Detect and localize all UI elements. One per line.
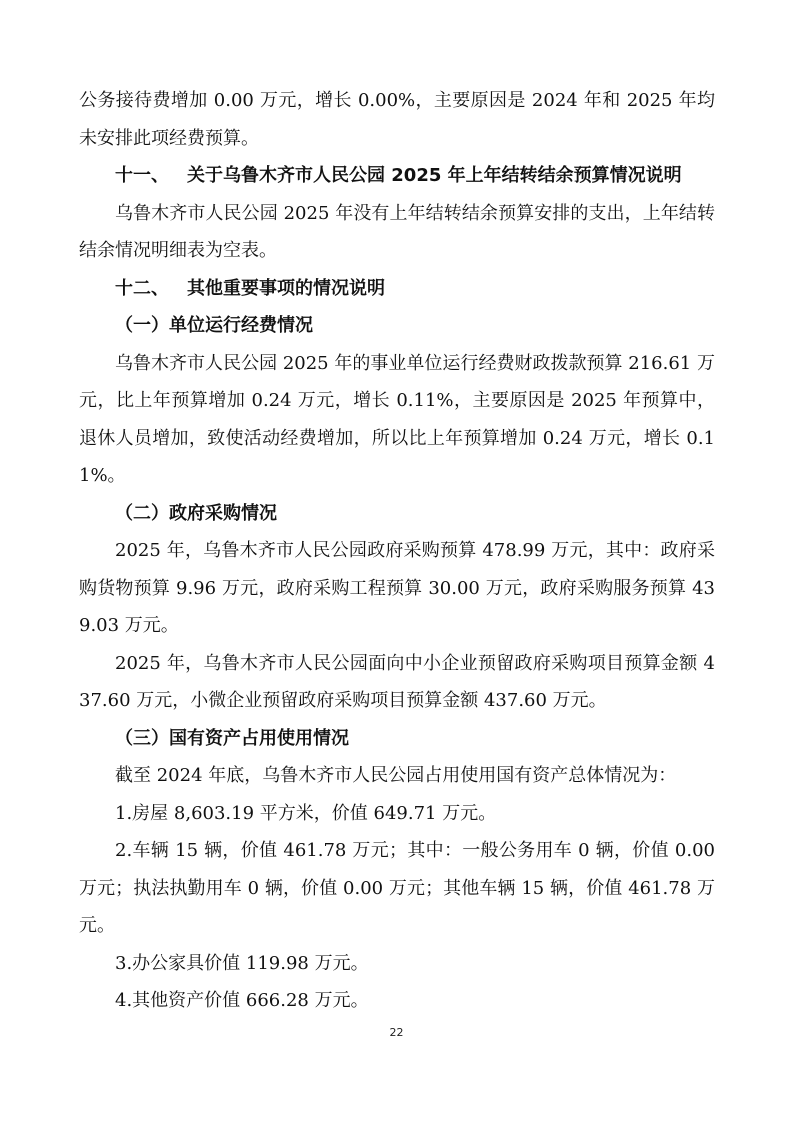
paragraph-sme-reservation: 2025 年，乌鲁木齐市人民公园面向中小企业预留政府采购项目预算金额 437.60 万元，小微企业预留政府采购项目预算金额 437.60 万元。 [79, 652, 715, 711]
section-heading-12 [79, 270, 715, 308]
paragraph-assets-furniture: 3.办公家具价值 119.98 万元。 [115, 952, 369, 974]
section-number-11: 十一、 [115, 165, 169, 186]
paragraph-assets-buildings: 1.房屋 8,603.19 平方米，价值 649.71 万元。 [115, 802, 497, 824]
paragraph-assets-vehicles: 2.车辆 15 辆，价值 461.78 万元；其中：一般公务用车 0 辆，价值 0.00 万元；执法执勤用车 0 辆，价值 0.00 万元；其他车辆 15 辆，价值 461.78 万元。 [79, 840, 715, 936]
section-title-12: 其他重要事项的情况说明 [187, 277, 385, 299]
paragraph-assets-overview: 截至 2024 年底，乌鲁木齐市人民公园占用使用国有资产总体情况为： [115, 765, 677, 786]
section-heading-11 [79, 157, 715, 195]
subheading-operating-expense: （一）单位运行经费情况 [115, 315, 313, 336]
subheading-state-assets: （三）国有资产占用使用情况 [115, 727, 349, 749]
paragraph-carryover: 乌鲁木齐市人民公园 2025 年没有上年结转结余预算安排的支出，上年结转结余情况明细表为空表。 [79, 202, 715, 261]
section-number-12: 十二、 [115, 277, 169, 299]
paragraph-hospitality-expense: 公务接待费增加 0.00 万元，增长 0.00%，主要原因是 2024 年和 2025 年均未安排此项经费预算。 [79, 90, 715, 149]
paragraph-assets-other: 4.其他资产价值 666.28 万元。 [115, 990, 369, 1011]
paragraph-operating-expense: 乌鲁木齐市人民公园 2025 年的事业单位运行经费财政拨款预算 216.61 万元，比上年预算增加 0.24 万元，增长 0.11%，主要原因是 2025 年预算中，退休人员增加，致使活动经费增加，所以比上年预算增加 0.24 万元，增长 0.11%。 [79, 352, 715, 486]
section-title-11: 关于乌鲁木齐市人民公园 2025 年上年结转结余预算情况说明 [187, 165, 682, 186]
page-body [79, 82, 715, 1020]
paragraph-procurement-budget: 2025 年，乌鲁木齐市人民公园政府采购预算 478.99 万元，其中：政府采购货物预算 9.96 万元，政府采购工程预算 30.00 万元，政府采购服务预算 439.03 万元。 [79, 540, 715, 636]
page-number: 22 [389, 1026, 404, 1039]
subheading-procurement: （二）政府采购情况 [115, 502, 277, 524]
